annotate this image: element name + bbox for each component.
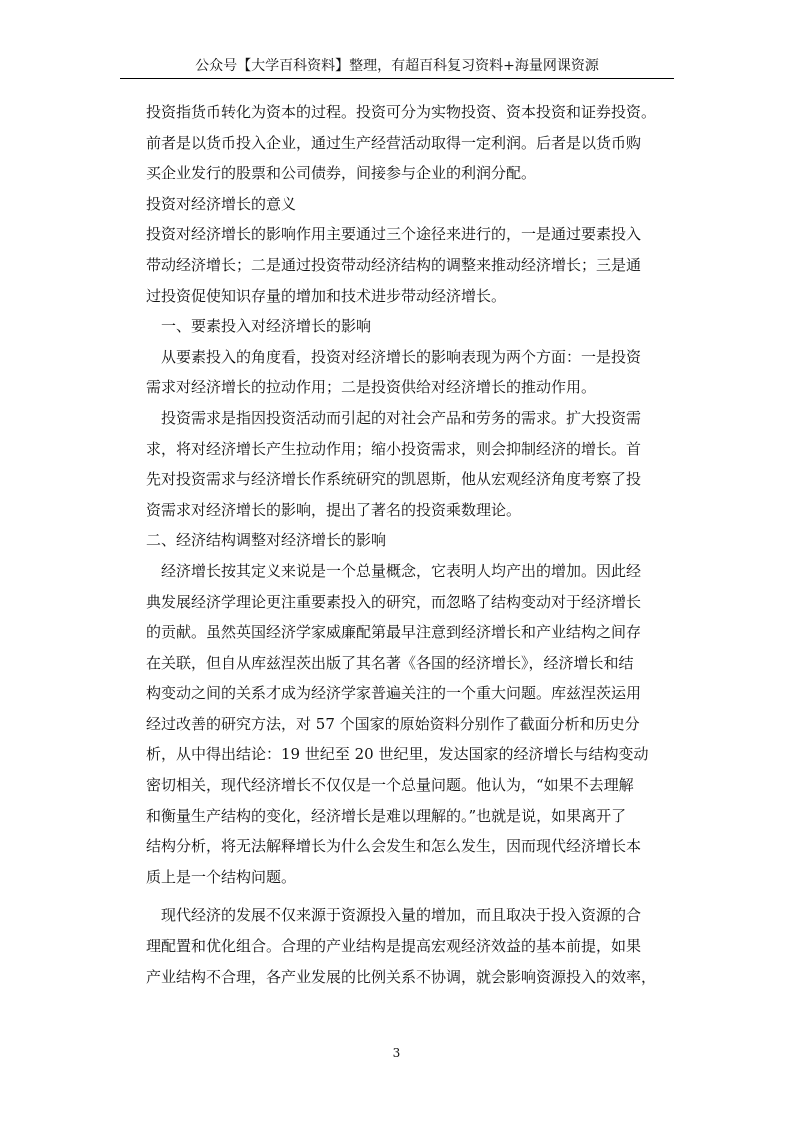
text-line: 的贡献。虽然英国经济学家威廉配第最早注意到经济增长和产业结构之间存 [146,623,642,642]
text-line: 密切相关，现代经济增长不仅仅是一个总量问题。他认为，“如果不去理解 [146,776,634,795]
text-line: 典发展经济学理论更注重要素投入的研究，而忽略了结构变动对于经济增长 [146,592,642,611]
text-line: 投资需求是指因投资活动而引起的对社会产品和劳务的需求。扩大投资需 [146,408,642,427]
text-line: 在关联，但自从库兹涅茨出版了其名著《各国的经济增长》，经济增长和结 [146,653,634,672]
text-line: 现代经济的发展不仅来源于资源投入量的增加，而且取决于投入资源的合 [146,906,642,925]
text-line: 经济增长按其定义来说是一个总量概念，它表明人均产出的增加。因此经 [146,561,642,580]
text-line: 资需求对经济增长的影响，提出了著名的投资乘数理论。 [146,500,522,519]
text-line: 从要素投入的角度看，投资对经济增长的影响表现为两个方面：一是投资 [146,347,642,366]
text-line: 买企业发行的股票和公司债券，间接参与企业的利润分配。 [146,164,537,183]
paragraph-gap [146,892,686,900]
section-heading: 一、要素投入对经济增长的影响 [146,317,372,336]
text-line: 投资指货币转化为资本的过程。投资可分为实物投资、资本投资和证券投资。 [146,103,657,121]
text-line: 经过改善的研究方法，对 57 个国家的原始资料分别作了截面分析和历史分 [146,714,640,733]
text-line: 产业结构不合理，各产业发展的比例关系不协调，就会影响资源投入的效率， [146,967,657,986]
text-line: 构变动之间的关系才成为经济学家普遍关注的一个重大问题。库兹涅茨运用 [146,684,642,703]
page-header: 公众号【大学百科资料】整理，有超百科复习资料+海量网课资源 [120,56,674,79]
text-line: 和衡量生产结构的变化，经济增长是难以理解的。”也就是说，如果离开了 [146,806,627,825]
text-line: 需求对经济增长的拉动作用；二是投资供给对经济增长的推动作用。 [146,378,597,397]
text-line: 质上是一个结构问题。 [146,867,297,886]
text-line: 理配置和优化组合。合理的产业结构是提高宏观经济效益的基本前提，如果 [146,937,642,956]
text-line: 投资对经济增长的影响作用主要通过三个途径来进行的，一是通过要素投入 [146,225,642,244]
text-line: 前者是以货币投入企业，通过生产经营活动取得一定利润。后者是以货币购 [146,133,642,152]
section-heading: 二、经济结构调整对经济增长的影响 [146,531,387,550]
section-heading: 投资对经济增长的意义 [146,194,297,213]
page-number: 3 [392,1046,401,1060]
document-body [146,97,686,992]
text-line: 析，从中得出结论：19 世纪至 20 世纪里，发达国家的经济增长与结构变动 [146,745,649,764]
text-line: 过投资促使知识存量的增加和技术进步带动经济增长。 [146,286,507,305]
text-line: 先对投资需求与经济增长作系统研究的凯恩斯，他从宏观经济角度考察了投 [146,470,642,489]
text-line: 结构分析，将无法解释增长为什么会发生和怎么发生，因而现代经济增长本 [146,837,642,856]
text-line: 求，将对经济增长产生拉动作用；缩小投资需求，则会抑制经济的增长。首 [146,439,642,458]
text-line: 带动经济增长；二是通过投资带动经济结构的调整来推动经济增长；三是通 [146,255,642,274]
